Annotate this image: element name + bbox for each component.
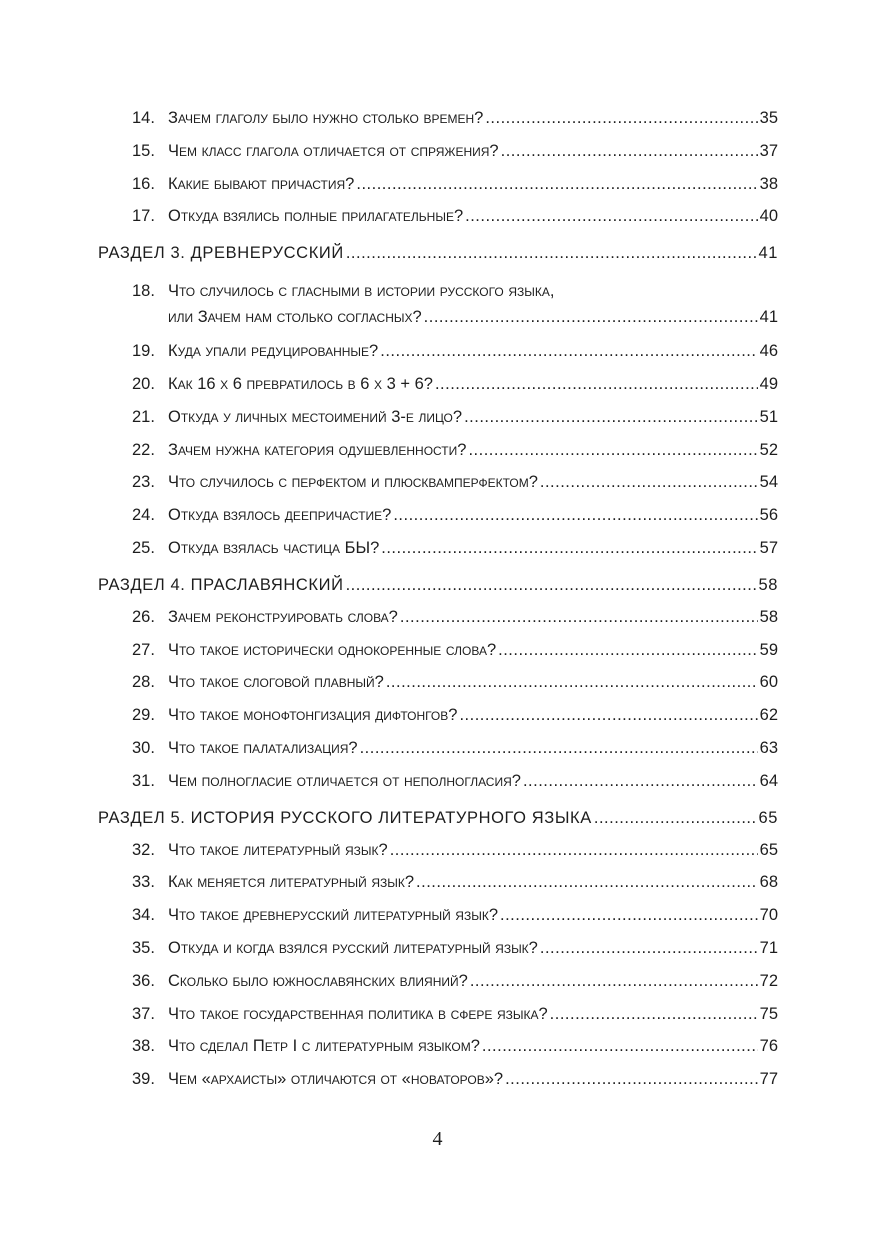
toc-group-c — [98, 607, 778, 804]
toc-group-b — [98, 341, 778, 571]
dot-leader — [356, 174, 757, 194]
entry-page: 46 — [759, 342, 778, 361]
dot-leader — [464, 407, 758, 427]
dot-leader — [346, 575, 757, 595]
entry-title: Что такое палатализация? — [168, 738, 358, 757]
entry-title: Зачем глаголу было нужно столько времен? — [168, 109, 484, 127]
entry-title: Откуда и когда взялся русский литературный язык? — [168, 938, 538, 957]
entry-number: 31. — [132, 771, 155, 790]
entry-title: Что такое литературный язык? — [168, 840, 388, 859]
dot-leader — [380, 341, 757, 361]
toc-group-a — [98, 108, 778, 239]
dot-leader — [540, 472, 758, 492]
dot-leader — [465, 206, 758, 226]
entry-title-line-1 — [132, 275, 778, 307]
dot-leader — [505, 1069, 758, 1089]
dot-leader — [393, 505, 757, 525]
dot-leader — [346, 243, 757, 263]
entry-number: 37. — [132, 1004, 155, 1023]
toc-entry[interactable] — [98, 872, 778, 905]
toc-entry[interactable] — [98, 672, 778, 705]
entry-page: 62 — [759, 706, 778, 725]
entry-title: Чем «архаисты» отличаются от «новаторов»? — [168, 1070, 504, 1089]
entry-title: Какие бывают причастия? — [168, 174, 355, 193]
toc-entry[interactable] — [98, 440, 778, 473]
toc-entry[interactable] — [98, 108, 778, 141]
entry-title-second: или Зачем нам столько согласных? — [168, 308, 422, 327]
entry-title: Зачем реконструировать слова? — [168, 607, 398, 626]
entry-page: 35 — [759, 109, 778, 127]
entry-title-first: Что случилось с гласными в истории русского языка, — [168, 282, 555, 301]
dot-leader — [435, 374, 758, 394]
entry-title: Чем класс глагола отличается от спряжения? — [168, 141, 499, 160]
section-title: РАЗДЕЛ 4. ПРАСЛАВЯНСКИЙ — [98, 575, 344, 594]
dot-leader — [424, 307, 758, 327]
toc-entry[interactable] — [98, 1069, 778, 1102]
dot-leader — [459, 705, 757, 725]
entry-page: 64 — [759, 771, 778, 790]
entry-page: 70 — [759, 906, 778, 925]
entry-number: 28. — [132, 673, 155, 692]
entry-page: 37 — [759, 141, 778, 160]
dot-leader — [416, 872, 758, 892]
entry-number: 24. — [132, 506, 155, 525]
toc-entry[interactable] — [98, 538, 778, 571]
entry-number: 21. — [132, 407, 155, 426]
entry-number: 22. — [132, 440, 155, 459]
entry-number: 18. — [132, 282, 155, 301]
toc-entry-multiline[interactable] — [98, 275, 778, 341]
toc-entry[interactable] — [98, 407, 778, 440]
toc-group-d — [98, 840, 778, 1102]
dot-leader — [390, 840, 758, 860]
entry-number: 17. — [132, 207, 155, 226]
entry-page: 71 — [759, 938, 778, 957]
entry-title: Откуда взялись полные прилагательные? — [168, 207, 464, 226]
toc-entry[interactable] — [98, 607, 778, 640]
toc-entry[interactable] — [98, 341, 778, 374]
entry-title: Куда упали редуцированные? — [168, 342, 379, 361]
dot-leader — [523, 771, 758, 791]
toc-entry[interactable] — [98, 1004, 778, 1037]
toc-entry[interactable] — [98, 1036, 778, 1069]
table-of-contents — [98, 108, 778, 1102]
toc-section-4[interactable] — [98, 571, 778, 607]
entry-number: 33. — [132, 873, 155, 892]
dot-leader — [550, 1004, 758, 1024]
entry-page: 77 — [759, 1070, 778, 1089]
entry-number: 36. — [132, 971, 155, 990]
entry-title-line-2 — [132, 307, 778, 327]
entry-title: Чем полногласие отличается от неполногласия? — [168, 771, 521, 790]
entry-page: 51 — [759, 407, 778, 426]
entry-number: 39. — [132, 1070, 155, 1089]
entry-number: 32. — [132, 840, 155, 859]
entry-page: 58 — [759, 607, 778, 626]
dot-leader — [470, 971, 758, 991]
dot-leader — [400, 607, 758, 627]
entry-page: 38 — [759, 174, 778, 193]
entry-number: 25. — [132, 538, 155, 557]
toc-entry[interactable] — [98, 905, 778, 938]
entry-number: 20. — [132, 374, 155, 393]
toc-entry[interactable] — [98, 971, 778, 1004]
section-title: РАЗДЕЛ 3. ДРЕВНЕРУССКИЙ — [98, 244, 344, 263]
toc-entry[interactable] — [98, 705, 778, 738]
entry-page: 41 — [759, 308, 778, 327]
entry-page: 40 — [759, 207, 778, 226]
toc-entry[interactable] — [98, 938, 778, 971]
toc-entry[interactable] — [98, 640, 778, 673]
entry-number: 30. — [132, 738, 155, 757]
entry-number: 14. — [132, 109, 155, 127]
toc-entry[interactable] — [98, 206, 778, 239]
section-page: 41 — [758, 244, 778, 263]
entry-page: 75 — [759, 1004, 778, 1023]
entry-number: 34. — [132, 906, 155, 925]
toc-section-3[interactable] — [98, 239, 778, 275]
toc-section-5[interactable] — [98, 804, 778, 840]
entry-page: 65 — [759, 840, 778, 859]
entry-title: Откуда взялась частица БЫ? — [168, 538, 380, 557]
entry-number: 15. — [132, 141, 155, 160]
entry-title: Как 16 х 6 превратилось в 6 х 3 + 6? — [168, 374, 433, 393]
dot-leader — [482, 1036, 758, 1056]
dot-leader — [500, 905, 758, 925]
section-page: 58 — [758, 575, 778, 594]
toc-entry[interactable] — [98, 374, 778, 407]
entry-number: 29. — [132, 706, 155, 725]
entry-title: Как меняется литературный язык? — [168, 873, 415, 892]
entry-title: Что такое древнерусский литературный язык? — [168, 906, 499, 925]
dot-leader — [498, 640, 758, 660]
entry-title: Что такое государственная политика в сфере языка? — [168, 1004, 548, 1023]
entry-title: Что такое исторически однокоренные слова? — [168, 640, 497, 659]
entry-page: 68 — [759, 873, 778, 892]
page-number: 4 — [432, 1128, 443, 1150]
entry-title: Откуда у личных местоимений 3-е лицо? — [168, 407, 463, 426]
dot-leader — [386, 672, 758, 692]
toc-entry[interactable] — [98, 738, 778, 771]
toc-entry[interactable] — [98, 771, 778, 804]
entry-page: 52 — [759, 440, 778, 459]
entry-title: Откуда взялось деепричастие? — [168, 506, 392, 525]
entry-page: 57 — [759, 538, 778, 557]
entry-title: Зачем нужна категория одушевленности? — [168, 440, 467, 459]
entry-number: 35. — [132, 938, 155, 957]
entry-page: 63 — [759, 738, 778, 757]
dot-leader — [381, 538, 757, 558]
dot-leader — [485, 108, 757, 128]
toc-entry[interactable] — [98, 505, 778, 538]
entry-number: 16. — [132, 174, 155, 193]
dot-leader — [360, 738, 758, 758]
toc-entry[interactable] — [98, 840, 778, 873]
entry-title: Что такое монофтонгизация дифтонгов? — [168, 706, 458, 725]
entry-page: 56 — [759, 506, 778, 525]
entry-page: 59 — [759, 640, 778, 659]
section-page: 65 — [758, 808, 778, 827]
dot-leader — [468, 440, 757, 460]
entry-title: Что случилось с перфектом и плюсквамперфектом? — [168, 473, 538, 492]
toc-entry[interactable] — [98, 141, 778, 174]
entry-number: 19. — [132, 342, 155, 361]
entry-page: 49 — [759, 374, 778, 393]
entry-page: 60 — [759, 673, 778, 692]
dot-leader — [594, 808, 757, 828]
entry-page: 72 — [759, 971, 778, 990]
dot-leader — [501, 141, 758, 161]
entry-title: Сколько было южнославянских влияний? — [168, 971, 468, 990]
entry-page: 54 — [759, 473, 778, 492]
entry-title: Что сделал Петр I с литературным языком? — [168, 1037, 480, 1056]
entry-title: Что такое слоговой плавный? — [168, 673, 384, 692]
entry-number: 23. — [132, 473, 155, 492]
entry-number: 27. — [132, 640, 155, 659]
entry-number: 26. — [132, 607, 155, 626]
dot-leader — [540, 938, 758, 958]
entry-number: 38. — [132, 1037, 155, 1056]
toc-entry[interactable] — [98, 174, 778, 207]
toc-entry[interactable] — [98, 472, 778, 505]
entry-page: 76 — [759, 1037, 778, 1056]
section-title: РАЗДЕЛ 5. ИСТОРИЯ РУССКОГО ЛИТЕРАТУРНОГО ЯЗЫКА — [98, 808, 592, 827]
